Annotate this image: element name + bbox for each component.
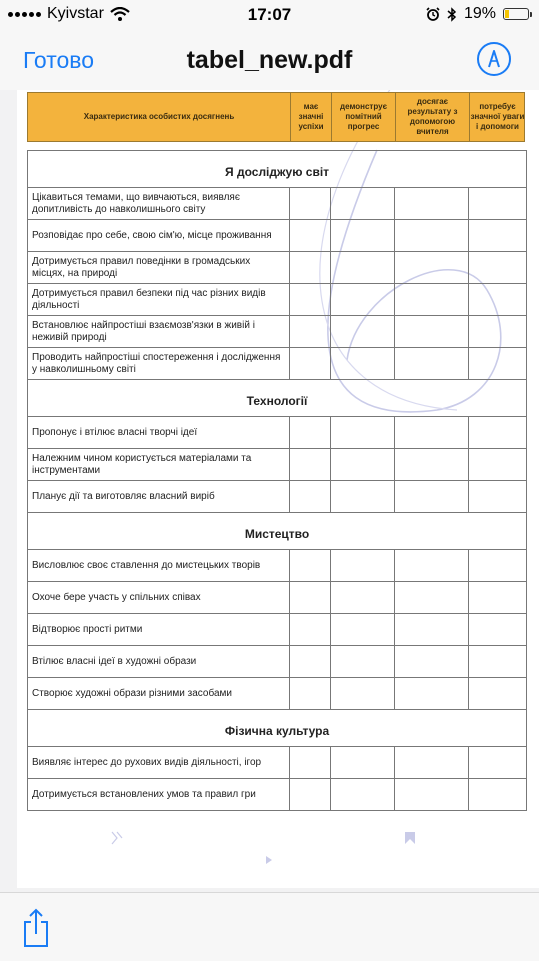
rating-cell <box>290 220 331 252</box>
rating-cell <box>395 614 469 646</box>
status-right <box>426 5 529 23</box>
section-title: Фізична культура <box>28 710 527 747</box>
status-bar <box>0 0 539 30</box>
rating-cell <box>331 747 395 779</box>
rating-cell <box>331 449 395 481</box>
criterion-label: Пропонує і втілює власні творчі ідеї <box>28 417 290 449</box>
rating-cell <box>395 747 469 779</box>
criterion-label: Встановлює найпростіші взаємозв'язки в живій і неживій природі <box>28 316 290 348</box>
rating-cell <box>331 779 395 811</box>
criterion-label: Належним чином користується матеріалами та інструментами <box>28 449 290 481</box>
section-row <box>28 513 527 550</box>
rating-cell <box>290 417 331 449</box>
rating-cell <box>290 449 331 481</box>
rating-cell <box>331 316 395 348</box>
header-col-2: демонструє помітний прогрес <box>340 102 387 131</box>
document-title: tabel_new.pdf <box>186 46 353 74</box>
rating-cell <box>290 646 331 678</box>
rating-cell <box>331 348 395 380</box>
table-row <box>28 417 527 449</box>
criterion-label: Дотримується правил поведінки в громадських місцях, на природі <box>28 252 290 284</box>
criterion-label: Висловлює своє ставлення до мистецьких творів <box>28 550 290 582</box>
battery-percent: 19% <box>463 5 496 22</box>
rating-cell <box>290 779 331 811</box>
rating-cell <box>331 678 395 710</box>
markup-pen-icon <box>479 44 509 74</box>
header-characteristic: Характеристика особистих досягнень <box>83 112 235 121</box>
rating-cell <box>290 188 331 220</box>
alarm-icon <box>426 7 440 21</box>
rating-cell <box>469 646 527 678</box>
table-row <box>28 449 527 481</box>
rating-cell <box>290 678 331 710</box>
criterion-label: Виявляє інтерес до рухових видів діяльності, ігор <box>28 747 290 779</box>
rating-cell <box>395 481 469 513</box>
section-row <box>28 380 527 417</box>
rating-cell <box>331 614 395 646</box>
share-icon[interactable] <box>23 908 49 948</box>
done-button[interactable]: Готово <box>23 47 95 73</box>
criterion-label: Проводить найпростіші спостереження і дослідження у навколишньому світі <box>28 348 290 380</box>
rating-cell <box>395 348 469 380</box>
rating-cell <box>290 481 331 513</box>
rating-cell <box>469 582 527 614</box>
table-row <box>28 284 527 316</box>
table-row <box>28 220 527 252</box>
section-title: Я досліджую світ <box>28 151 527 188</box>
rating-cell <box>469 747 527 779</box>
rating-cell <box>395 678 469 710</box>
table-row <box>28 779 527 811</box>
rating-cell <box>331 188 395 220</box>
rating-cell <box>469 550 527 582</box>
rating-cell <box>331 481 395 513</box>
table-header <box>27 92 525 142</box>
rating-cell <box>290 747 331 779</box>
carrier-name: Kyivstar <box>47 5 104 22</box>
header-col-4: потребує значної уваги і допомоги <box>470 102 525 131</box>
rating-cell <box>469 284 527 316</box>
criterion-label: Охоче бере участь у спільних співах <box>28 582 290 614</box>
rating-cell <box>290 614 331 646</box>
table-row <box>28 348 527 380</box>
rating-cell <box>395 284 469 316</box>
rating-cell <box>395 417 469 449</box>
rating-cell <box>331 550 395 582</box>
table-row <box>28 747 527 779</box>
clock: 17:07 <box>247 5 292 24</box>
rating-cell <box>290 550 331 582</box>
rating-cell <box>469 614 527 646</box>
rating-cell <box>290 316 331 348</box>
criterion-label: Розповідає про себе, свою сім'ю, місце проживання <box>28 220 290 252</box>
criterion-label: Створює художні образи різними засобами <box>28 678 290 710</box>
battery-icon <box>503 8 529 20</box>
criterion-label: Відтворює прості ритми <box>28 614 290 646</box>
header-col-3: досягає результату з допомогою вчителя <box>407 97 458 136</box>
rating-cell <box>290 284 331 316</box>
rating-cell <box>290 252 331 284</box>
rating-cell <box>290 348 331 380</box>
rating-cell <box>395 449 469 481</box>
navigation-bar <box>0 30 539 90</box>
rating-cell <box>331 417 395 449</box>
rating-cell <box>395 550 469 582</box>
criterion-label: Планує дії та виготовляє власний виріб <box>28 481 290 513</box>
rating-cell <box>395 188 469 220</box>
rating-cell <box>469 481 527 513</box>
section-row <box>28 710 527 747</box>
criterion-label: Дотримується встановлених умов та правил гри <box>28 779 290 811</box>
rating-cell <box>290 582 331 614</box>
rating-cell <box>395 779 469 811</box>
achievements-table <box>27 150 527 811</box>
rating-cell <box>469 316 527 348</box>
bottom-toolbar <box>0 892 539 961</box>
criterion-label: Втілює власні ідеї в художні образи <box>28 646 290 678</box>
rating-cell <box>469 348 527 380</box>
table-row <box>28 316 527 348</box>
rating-cell <box>395 220 469 252</box>
section-title: Технології <box>28 380 527 417</box>
rating-cell <box>395 646 469 678</box>
table-row <box>28 252 527 284</box>
section-title: Мистецтво <box>28 513 527 550</box>
rating-cell <box>395 252 469 284</box>
table-row <box>28 550 527 582</box>
rating-cell <box>395 582 469 614</box>
markup-button[interactable] <box>477 42 511 76</box>
rating-cell <box>469 417 527 449</box>
table-row <box>28 646 527 678</box>
rating-cell <box>331 284 395 316</box>
criterion-label: Дотримується правил безпеки під час різних видів діяльності <box>28 284 290 316</box>
rating-cell <box>331 582 395 614</box>
bluetooth-icon <box>447 7 457 22</box>
rating-cell <box>331 252 395 284</box>
battery-level <box>505 10 509 18</box>
table-row <box>28 582 527 614</box>
rating-cell <box>469 779 527 811</box>
rating-cell <box>331 646 395 678</box>
rating-cell <box>395 316 469 348</box>
rating-cell <box>331 220 395 252</box>
rating-cell <box>469 252 527 284</box>
rating-cell <box>469 220 527 252</box>
table-row <box>28 678 527 710</box>
rating-cell <box>469 449 527 481</box>
rating-cell <box>469 188 527 220</box>
table-row <box>28 614 527 646</box>
pdf-page[interactable] <box>17 90 539 888</box>
section-row <box>28 151 527 188</box>
table-row <box>28 188 527 220</box>
header-col-1: має значні успіхи <box>298 102 324 131</box>
table-row <box>28 481 527 513</box>
rating-cell <box>469 678 527 710</box>
criterion-label: Цікавиться темами, що вивчаються, виявляє допитливість до навколишнього світу <box>28 188 290 220</box>
